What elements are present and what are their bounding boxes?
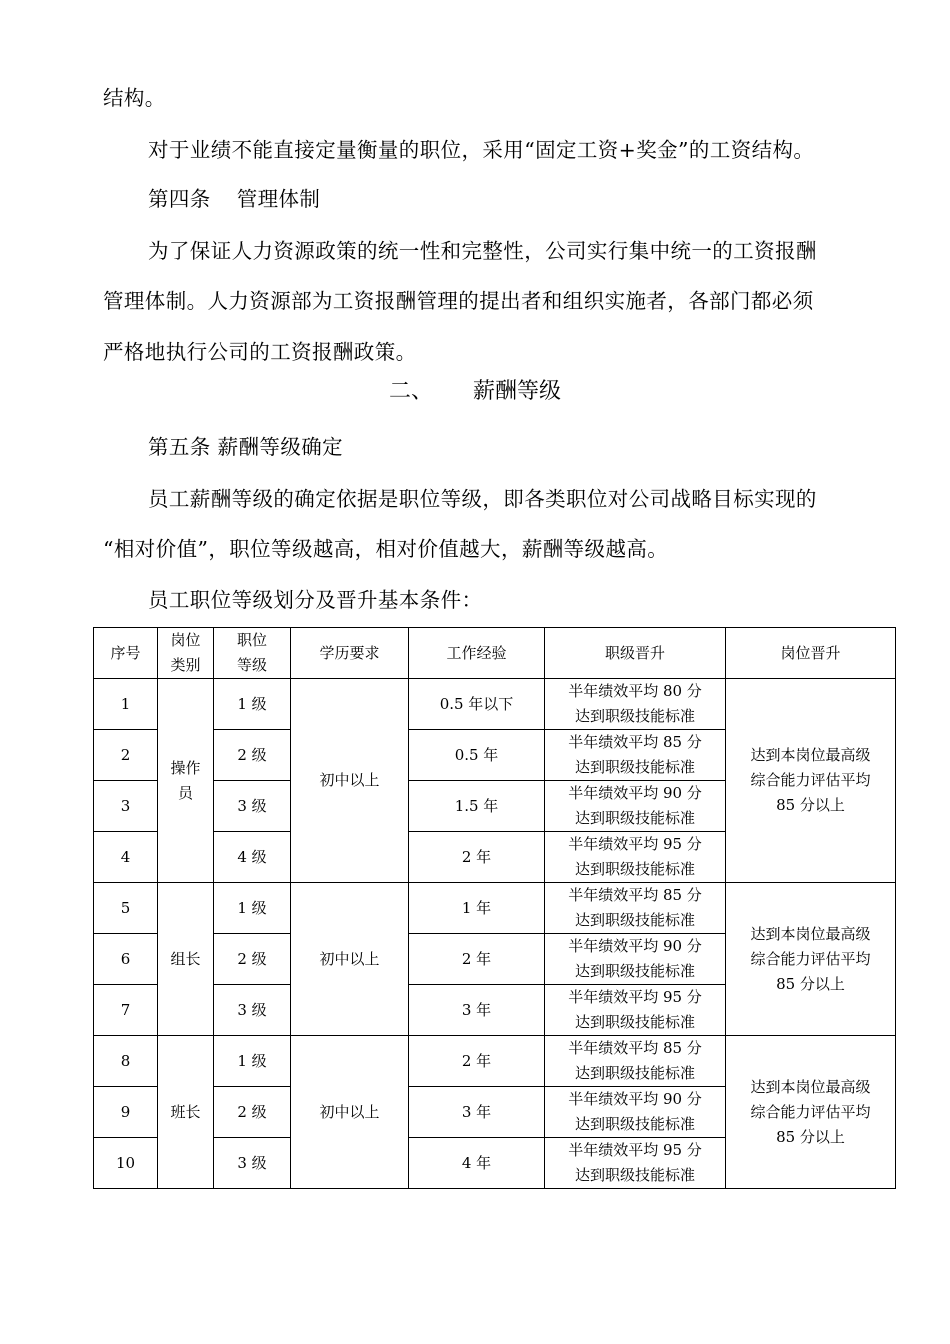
cell-level: 1 级 bbox=[214, 1036, 291, 1087]
paragraph-grade-line1: 员工薪酬等级的确定依据是职位等级，即各类职位对公司战略目标实现的 bbox=[148, 487, 817, 511]
cell-level: 1 级 bbox=[214, 883, 291, 934]
cell-level: 3 级 bbox=[214, 1138, 291, 1189]
table-row bbox=[94, 1036, 896, 1087]
header-category: 岗位 类别 bbox=[158, 628, 214, 679]
cell-rank-promotion: 半年绩效平均 90 分 达到职级技能标准 bbox=[545, 781, 726, 832]
cell-rank-promotion: 半年绩效平均 90 分 达到职级技能标准 bbox=[545, 934, 726, 985]
cell-seq: 6 bbox=[94, 934, 158, 985]
header-experience: 工作经验 bbox=[409, 628, 545, 679]
cell-level: 2 级 bbox=[214, 934, 291, 985]
cell-seq: 8 bbox=[94, 1036, 158, 1087]
cell-level: 2 级 bbox=[214, 730, 291, 781]
header-rank-promotion: 职级晋升 bbox=[545, 628, 726, 679]
cell-level: 2 级 bbox=[214, 1087, 291, 1138]
article-5-heading: 第五条 薪酬等级确定 bbox=[148, 435, 344, 459]
cell-experience: 1 年 bbox=[409, 883, 545, 934]
section-heading bbox=[0, 378, 950, 406]
cell-seq: 5 bbox=[94, 883, 158, 934]
cell-seq: 3 bbox=[94, 781, 158, 832]
header-post-promotion: 岗位晋升 bbox=[726, 628, 896, 679]
cell-education: 初中以上 bbox=[291, 679, 409, 883]
cell-education: 初中以上 bbox=[291, 883, 409, 1036]
cell-experience: 0.5 年以下 bbox=[409, 679, 545, 730]
cell-post-promotion: 达到本岗位最高级 综合能力评估平均 85 分以上 bbox=[726, 679, 896, 883]
cell-experience: 4 年 bbox=[409, 1138, 545, 1189]
cell-category: 班长 bbox=[158, 1036, 214, 1189]
cell-experience: 3 年 bbox=[409, 1087, 545, 1138]
cell-post-promotion: 达到本岗位最高级 综合能力评估平均 85 分以上 bbox=[726, 1036, 896, 1189]
cell-level: 3 级 bbox=[214, 781, 291, 832]
cell-seq: 2 bbox=[94, 730, 158, 781]
paragraph-grade-line2: “相对价值”，职位等级越高，相对价值越大，薪酬等级越高。 bbox=[103, 537, 669, 561]
cell-seq: 4 bbox=[94, 832, 158, 883]
header-education: 学历要求 bbox=[291, 628, 409, 679]
section-number: 二、 bbox=[388, 379, 433, 404]
cell-experience: 3 年 bbox=[409, 985, 545, 1036]
cell-category: 操作 员 bbox=[158, 679, 214, 883]
paragraph-management-line1: 为了保证人力资源政策的统一性和完整性，公司实行集中统一的工资报酬 bbox=[148, 239, 817, 263]
cell-education: 初中以上 bbox=[291, 1036, 409, 1189]
cell-post-promotion: 达到本岗位最高级 综合能力评估平均 85 分以上 bbox=[726, 883, 896, 1036]
cell-level: 4 级 bbox=[214, 832, 291, 883]
header-level: 职位 等级 bbox=[214, 628, 291, 679]
cell-experience: 1.5 年 bbox=[409, 781, 545, 832]
cell-experience: 0.5 年 bbox=[409, 730, 545, 781]
cell-rank-promotion: 半年绩效平均 80 分 达到职级技能标准 bbox=[545, 679, 726, 730]
cell-rank-promotion: 半年绩效平均 85 分 达到职级技能标准 bbox=[545, 730, 726, 781]
table-row bbox=[94, 883, 896, 934]
cell-rank-promotion: 半年绩效平均 90 分 达到职级技能标准 bbox=[545, 1087, 726, 1138]
cell-seq: 10 bbox=[94, 1138, 158, 1189]
cell-rank-promotion: 半年绩效平均 85 分 达到职级技能标准 bbox=[545, 883, 726, 934]
article-4-heading bbox=[148, 186, 918, 212]
cell-category: 组长 bbox=[158, 883, 214, 1036]
cell-seq: 7 bbox=[94, 985, 158, 1036]
cell-seq: 9 bbox=[94, 1087, 158, 1138]
cell-experience: 2 年 bbox=[409, 1036, 545, 1087]
header-seq: 序号 bbox=[94, 628, 158, 679]
paragraph-fixed-salary: 对于业绩不能直接定量衡量的职位，采用“固定工资+奖金”的工资结构。 bbox=[148, 138, 815, 162]
table-row bbox=[94, 679, 896, 730]
cell-seq: 1 bbox=[94, 679, 158, 730]
grade-promotion-table bbox=[93, 627, 896, 1189]
cell-rank-promotion: 半年绩效平均 95 分 达到职级技能标准 bbox=[545, 832, 726, 883]
cell-rank-promotion: 半年绩效平均 95 分 达到职级技能标准 bbox=[545, 1138, 726, 1189]
paragraph-management-line2: 管理体制。人力资源部为工资报酬管理的提出者和组织实施者，各部门都必须 bbox=[103, 289, 814, 313]
cell-level: 1 级 bbox=[214, 679, 291, 730]
article-4-number: 第四条 bbox=[148, 187, 211, 211]
section-title: 薪酬等级 bbox=[473, 379, 562, 404]
cell-level: 3 级 bbox=[214, 985, 291, 1036]
table-intro: 员工职位等级划分及晋升基本条件： bbox=[148, 588, 483, 612]
cell-experience: 2 年 bbox=[409, 934, 545, 985]
table-header-row bbox=[94, 628, 896, 679]
cell-experience: 2 年 bbox=[409, 832, 545, 883]
cell-rank-promotion: 半年绩效平均 95 分 达到职级技能标准 bbox=[545, 985, 726, 1036]
cell-rank-promotion: 半年绩效平均 85 分 达到职级技能标准 bbox=[545, 1036, 726, 1087]
paragraph-continuation: 结构。 bbox=[103, 86, 166, 110]
article-4-title: 管理体制 bbox=[236, 187, 321, 211]
paragraph-management-line3: 严格地执行公司的工资报酬政策。 bbox=[103, 340, 417, 364]
